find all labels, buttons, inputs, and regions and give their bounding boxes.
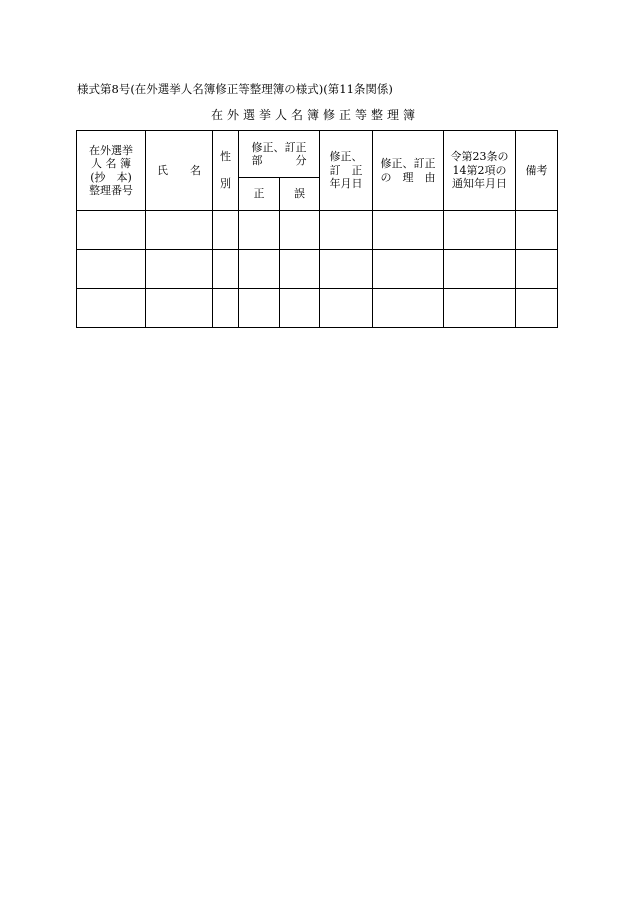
table-cell <box>444 289 516 328</box>
table-cell <box>239 289 280 328</box>
table-cell <box>146 250 213 289</box>
table-cell <box>280 211 320 250</box>
table-cell <box>373 211 444 250</box>
table-cell <box>516 289 558 328</box>
table-cell <box>516 211 558 250</box>
table-cell <box>373 250 444 289</box>
table-cell <box>213 250 239 289</box>
table-cell <box>77 250 146 289</box>
table-cell <box>444 211 516 250</box>
document-title: 在外選挙人名簿修正等整理簿 <box>210 108 419 122</box>
header-notification-date: 令第23条の 14第2項の 通知年月日 <box>444 131 516 211</box>
header-gender: 性 別 <box>213 131 239 211</box>
header-correction-part: 修正、訂正 部 分 <box>239 131 320 178</box>
table-cell <box>516 250 558 289</box>
table-cell <box>280 289 320 328</box>
header-error: 誤 <box>280 178 320 211</box>
table-cell <box>239 211 280 250</box>
table-row <box>77 289 558 328</box>
table-cell <box>213 289 239 328</box>
table-cell <box>213 211 239 250</box>
correction-register-table <box>76 130 558 328</box>
header-correction-date: 修正、 訂 正 年月日 <box>320 131 373 211</box>
table-cell <box>320 289 373 328</box>
header-name: 氏 名 <box>146 131 213 211</box>
header-correction-reason: 修正、訂正 の 理 由 <box>373 131 444 211</box>
header-correct: 正 <box>239 178 280 211</box>
table-row <box>77 250 558 289</box>
form-number-label: 様式第8号(在外選挙人名簿修正等整理簿の様式)(第11条関係) <box>77 82 393 96</box>
header-remarks: 備考 <box>516 131 558 211</box>
table-cell <box>146 289 213 328</box>
table-row <box>77 211 558 250</box>
table-cell <box>320 211 373 250</box>
table-cell <box>444 250 516 289</box>
table-cell <box>77 211 146 250</box>
table-cell <box>77 289 146 328</box>
table-cell <box>146 211 213 250</box>
table-cell <box>280 250 320 289</box>
table-cell <box>373 289 444 328</box>
header-register-number: 在外選挙 人 名 簿 (抄 本) 整理番号 <box>77 131 146 211</box>
table-cell <box>320 250 373 289</box>
table-cell <box>239 250 280 289</box>
